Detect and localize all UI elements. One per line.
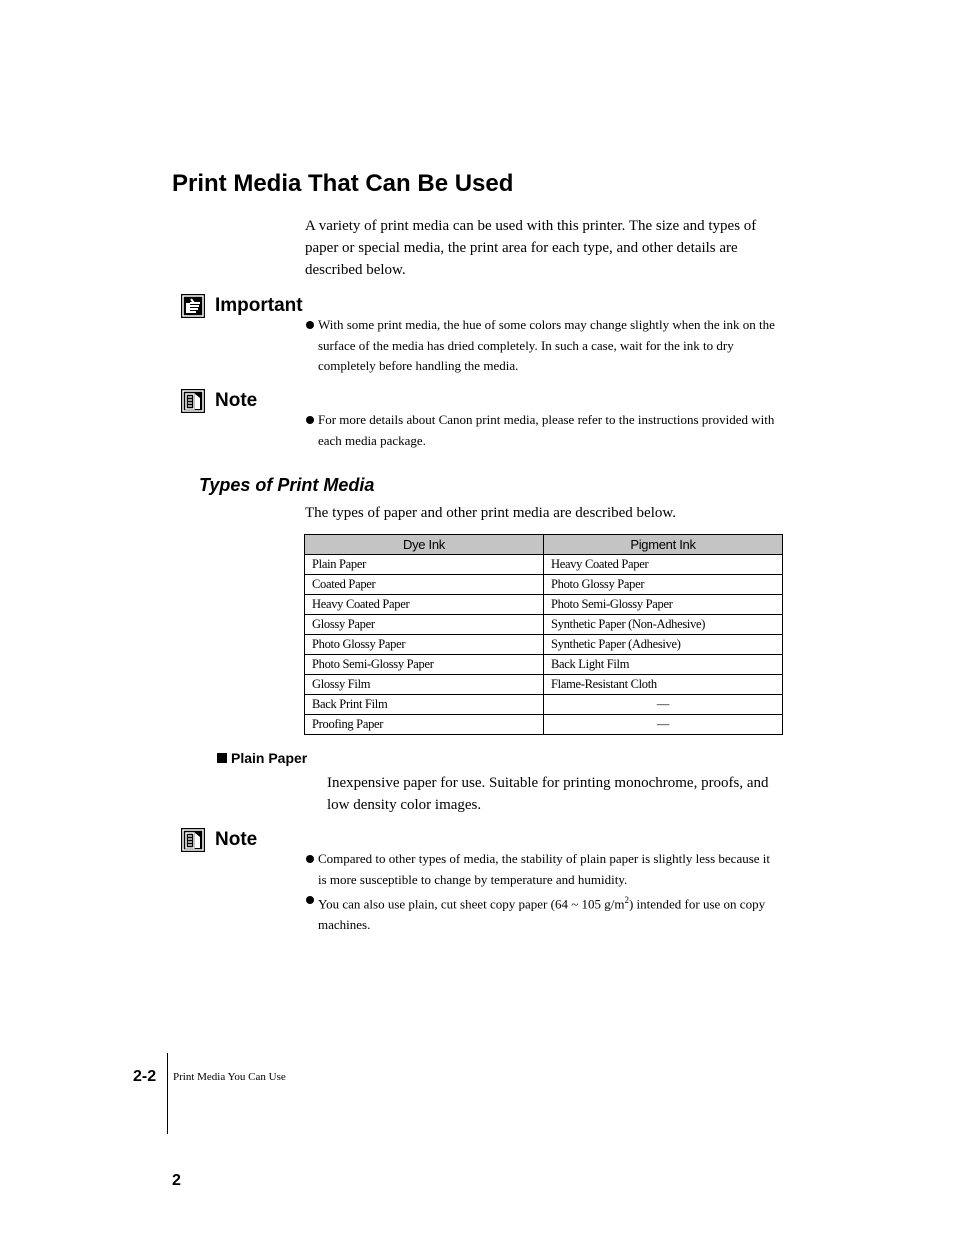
page-number: 2: [172, 1172, 181, 1189]
table-header-pigment: Pigment Ink: [544, 535, 783, 555]
types-heading: Types of Print Media: [199, 475, 375, 495]
note-bullet: For more details about Canon print media, please refer to the instructions provided with each media package.: [305, 410, 775, 451]
table-cell: Glossy Paper: [305, 615, 544, 635]
table-cell: Photo Semi-Glossy Paper: [544, 595, 783, 615]
table-cell: Heavy Coated Paper: [305, 595, 544, 615]
note-icon: [181, 828, 205, 852]
table-cell: Back Print Film: [305, 695, 544, 715]
plain-paper-heading: [217, 750, 307, 766]
types-intro: The types of paper and other print media are described below.: [305, 505, 676, 521]
important-list: [305, 315, 775, 377]
table-cell: —: [544, 695, 783, 715]
table-row: [305, 655, 783, 675]
table-cell: Glossy Film: [305, 675, 544, 695]
table-header-row: [305, 535, 783, 555]
table-row: [305, 555, 783, 575]
note-callout-heading: [181, 389, 257, 413]
note-list-2: [305, 849, 775, 935]
table-row: [305, 675, 783, 695]
superscript: 2: [624, 895, 629, 905]
table-cell: Flame-Resistant Cloth: [544, 675, 783, 695]
plain-paper-description: Inexpensive paper for use. Suitable for printing monochrome, proofs, and low density color images.: [327, 775, 769, 813]
page-title: Print Media That Can Be Used: [172, 170, 514, 197]
note-icon: [181, 389, 205, 413]
table-row: [305, 715, 783, 735]
important-hand-icon: [181, 294, 205, 318]
table-header-dye: Dye Ink: [305, 535, 544, 555]
intro-paragraph: A variety of print media can be used with this printer. The size and types of paper or special media, the print area for each type, and other details are described below.: [305, 218, 757, 278]
table-cell: Photo Glossy Paper: [544, 575, 783, 595]
note-callout-heading-2: [181, 828, 257, 852]
table-row: [305, 595, 783, 615]
table-row: [305, 615, 783, 635]
important-bullet: With some print media, the hue of some colors may change slightly when the ink on the surface of the media has dried completely. In such a case, wait for the ink to dry completely before handling the media.: [305, 315, 775, 377]
table-cell: Photo Glossy Paper: [305, 635, 544, 655]
table-cell: Synthetic Paper (Adhesive): [544, 635, 783, 655]
note-bullet-text: ) intended for use on copy machines.: [318, 896, 766, 932]
section-title: Print Media You Can Use: [173, 1071, 286, 1083]
table-cell: —: [544, 715, 783, 735]
table-cell: Synthetic Paper (Non-Adhesive): [544, 615, 783, 635]
table-cell: Plain Paper: [305, 555, 544, 575]
plain-paper-heading-text: Plain Paper: [231, 750, 308, 766]
table-cell: Heavy Coated Paper: [544, 555, 783, 575]
table-cell: Photo Semi-Glossy Paper: [305, 655, 544, 675]
table-cell: Back Light Film: [544, 655, 783, 675]
note-bullet-text: You can also use plain, cut sheet copy paper (64 ~ 105 g/m: [318, 896, 625, 912]
important-callout-heading: [181, 294, 303, 318]
table-row: [305, 575, 783, 595]
media-table: [304, 534, 783, 735]
important-label: Important: [215, 295, 303, 316]
table-row: [305, 695, 783, 715]
note-bullet: [305, 890, 775, 935]
section-number: 2-2: [133, 1068, 157, 1085]
table-row: [305, 635, 783, 655]
note-label: Note: [215, 390, 258, 411]
footer-divider: [167, 1053, 168, 1134]
note-list: [305, 410, 775, 451]
note-bullet: Compared to other types of media, the stability of plain paper is slightly less because it is more susceptible to change by temperature and humidity.: [305, 849, 775, 890]
note-label-2: Note: [215, 829, 258, 850]
square-bullet-icon: [217, 753, 227, 763]
table-cell: Proofing Paper: [305, 715, 544, 735]
table-cell: Coated Paper: [305, 575, 544, 595]
